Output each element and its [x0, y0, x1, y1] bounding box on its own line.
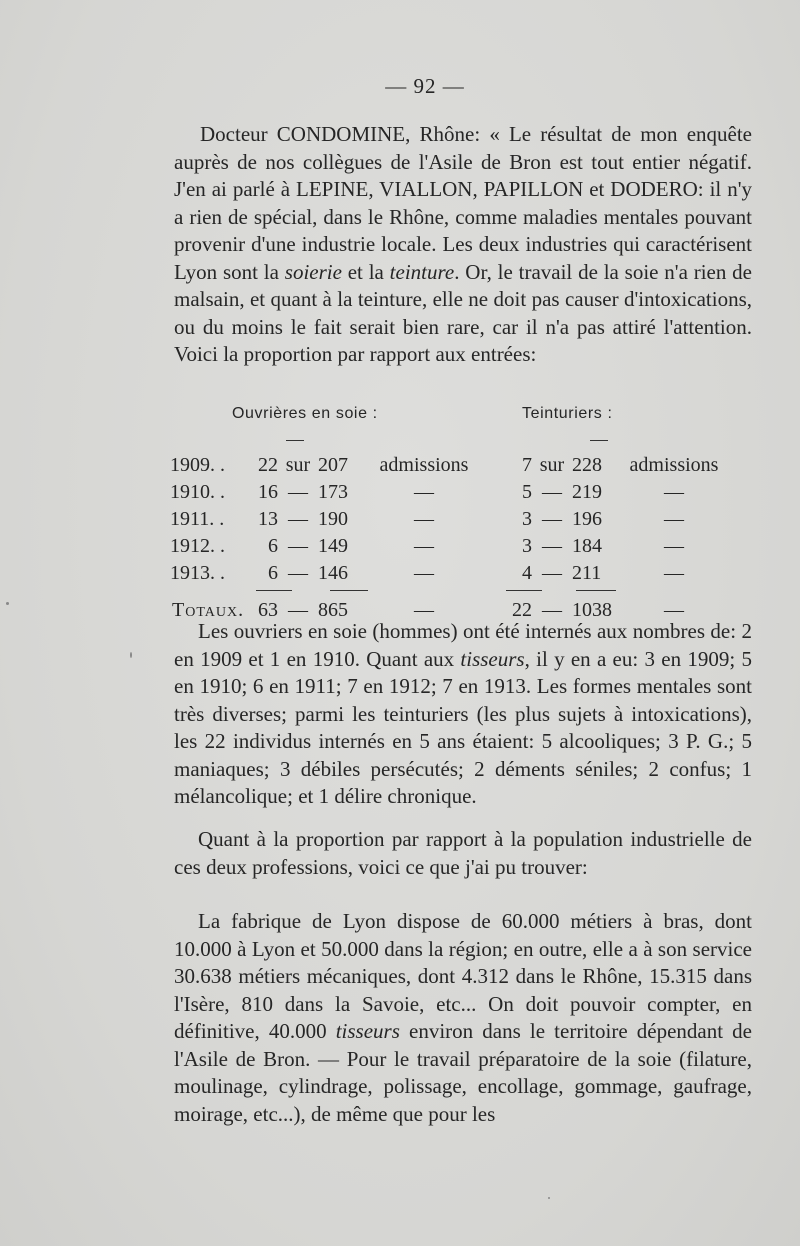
- row-separator: sur: [539, 454, 565, 476]
- row-separator: sur: [285, 454, 311, 476]
- row-separator: —: [542, 562, 562, 584]
- column-header-ouvrieres: Ouvrières en soie :: [232, 405, 378, 422]
- row-silk-count: 13: [258, 508, 278, 530]
- table-row: [164, 560, 728, 587]
- sum-rule: [506, 590, 542, 591]
- table-row: [164, 479, 728, 506]
- row-year: 1913. .: [170, 562, 225, 584]
- row-dyer-total: 219: [572, 481, 602, 503]
- para4-text-1: La fabrique de Lyon dispose de 60.000 métiers à bras, dont 10.000 à Lyon et 50.000 dans la région; en outre, elle a à son service 30.638 métiers mécaniques, dont 4.312 dans le Rhône, 15.315 dans l'Isère, 810 dans la Savoie, etc... On doit pouvoir compter, en définitive, 40.000: [174, 909, 752, 1043]
- row-label: admissions: [379, 454, 469, 476]
- row-dyer-count: 3: [522, 535, 532, 557]
- row-silk-total: 173: [318, 481, 348, 503]
- row-silk-count: 22: [258, 454, 278, 476]
- intro-paragraph: [174, 121, 752, 369]
- column-dash-2: [590, 440, 608, 441]
- row-separator: —: [542, 481, 562, 503]
- para4-text-2: environ dans le territoire dépendant de l'Asile de Bron. — Pour le travail préparatoire de la soie (filature, moulinage, cylindrage, polissage, encollage, gommage, gaufrage, moirage, etc...), de même que pour les: [174, 1019, 752, 1126]
- row-dyer-total: 184: [572, 535, 602, 557]
- row-label: admissions: [629, 454, 719, 476]
- row-dyer-count: 4: [522, 562, 532, 584]
- paragraph-fabrique: [174, 908, 752, 1128]
- row-year: 1911. .: [170, 508, 225, 530]
- row-separator: —: [288, 535, 308, 557]
- row-label: —: [664, 508, 684, 530]
- intro-text-2: et la: [341, 259, 390, 284]
- row-silk-count: 16: [258, 481, 278, 503]
- totals-label-dash: —: [664, 599, 684, 621]
- totals-silk-count: 63: [258, 599, 278, 621]
- intro-italic-soierie: soierie: [284, 259, 342, 284]
- row-dyer-count: 3: [522, 508, 532, 530]
- row-silk-count: 6: [268, 535, 278, 557]
- row-separator: —: [288, 481, 308, 503]
- column-header-teinturiers: Teinturiers :: [522, 405, 613, 422]
- row-silk-total: 146: [318, 562, 348, 584]
- row-silk-total: 207: [318, 454, 348, 476]
- row-dyer-total: 228: [572, 454, 602, 476]
- row-label: —: [414, 562, 434, 584]
- para2-italic-tisseurs: tisseurs: [460, 646, 525, 671]
- row-separator: —: [542, 508, 562, 530]
- row-label: —: [414, 481, 434, 503]
- para2-text-1: Les ouvriers en soie (hommes) ont été internés aux nombres de: 2 en 1909 et 1 en 1910. Quant aux: [174, 619, 752, 671]
- page-number: — 92 —: [385, 74, 465, 98]
- row-silk-count: 6: [268, 562, 278, 584]
- table-row: [164, 452, 728, 479]
- totals-label: Totaux.: [172, 599, 245, 621]
- totals-separator: —: [288, 599, 308, 621]
- row-year: 1912. .: [170, 535, 225, 557]
- totals-silk-total: 865: [318, 599, 348, 621]
- sum-rule: [256, 590, 292, 591]
- row-separator: —: [288, 508, 308, 530]
- row-dyer-count: 5: [522, 481, 532, 503]
- intro-text-3: . Or, le travail de la soie n'a rien de malsain, et quant à la teinture, elle ne doit pas causer d'intoxications, ou du moins le fait serait bien rare, car il n'a pas attiré l'attention. Voici la proportion par rapport aux entrées:: [174, 259, 752, 366]
- row-silk-total: 190: [318, 508, 348, 530]
- para3-text: Quant à la proportion par rapport à la population industrielle de ces deux professions, voici ce que j'ai pu trouver:: [174, 827, 752, 879]
- table-row: [164, 533, 728, 560]
- row-silk-total: 149: [318, 535, 348, 557]
- paragraph-internes: [174, 618, 752, 811]
- paragraph-proportion: [174, 826, 752, 881]
- admissions-table: [164, 452, 728, 624]
- row-label: —: [664, 535, 684, 557]
- totals-separator: —: [542, 599, 562, 621]
- row-dyer-total: 196: [572, 508, 602, 530]
- scan-speck: [130, 652, 132, 658]
- totals-dyer-total: 1038: [572, 599, 612, 621]
- sum-rule: [330, 590, 368, 591]
- row-label: —: [664, 481, 684, 503]
- intro-italic-teinture: teinture: [389, 259, 455, 284]
- column-dash-1: [286, 440, 304, 441]
- intro-text-1: Docteur CONDOMINE, Rhône: « Le résultat de mon enquête auprès de nos collègues de l'Asile de Bron est tout entier négatif. J'en ai parlé à LEPINE, VIALLON, PAPILLON et DODERO: il n'y a rien de spécial, dans le Rhône, comme maladies mentales pouvant provenir d'une industrie locale. Les deux industries qui caractérisent Lyon sont la: [174, 122, 752, 284]
- row-dyer-total: 211: [572, 562, 602, 584]
- row-label: —: [664, 562, 684, 584]
- row-label: —: [414, 535, 434, 557]
- scan-speck: [6, 602, 9, 605]
- totals-dyer-count: 22: [512, 599, 532, 621]
- sum-rule: [576, 590, 616, 591]
- para4-italic-tisseurs: tisseurs: [335, 1019, 400, 1043]
- table-row-spacer: [164, 587, 728, 597]
- row-label: —: [414, 508, 434, 530]
- row-separator: —: [288, 562, 308, 584]
- para2-text-2: , il y en a eu: 3 en 1909; 5 en 1910; 6 en 1911; 7 en 1912; 7 en 1913. Les formes mentales sont très diverses; parmi les teinturiers (les plus sujets à intoxications), les 22 individus internés en 5 ans étaient: 5 alcooliques; 3 P. G.; 5 maniaques; 3 débiles persécutés; 2 déments séniles; 2 confus; 1 mélancolique; et 1 délire chronique.: [174, 646, 752, 808]
- row-separator: —: [542, 535, 562, 557]
- scan-speck: [548, 1197, 550, 1199]
- table-row: [164, 506, 728, 533]
- totals-label-dash: —: [414, 599, 434, 621]
- row-year: 1909. .: [170, 454, 225, 476]
- row-year: 1910. .: [170, 481, 225, 503]
- row-dyer-count: 7: [522, 454, 532, 476]
